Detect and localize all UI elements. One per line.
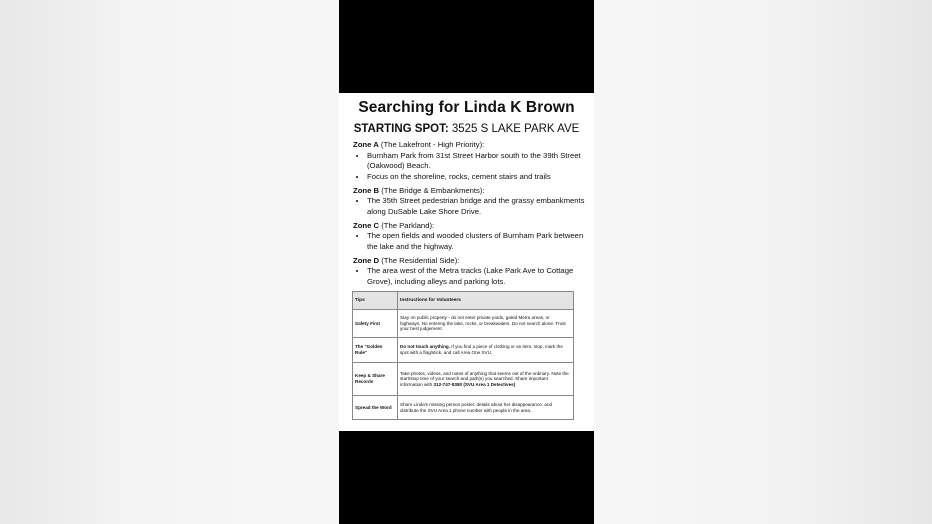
blurred-background-left xyxy=(0,0,339,524)
starting-spot-label: STARTING SPOT: xyxy=(353,123,449,135)
tip-name: Spread the Word xyxy=(353,396,398,420)
table-row xyxy=(353,396,574,420)
zone-name: Zone C xyxy=(353,220,380,230)
column-header: Tips xyxy=(353,292,398,310)
zone-name: Zone B xyxy=(353,185,380,195)
zone-list xyxy=(353,140,585,290)
zone-a xyxy=(353,140,585,182)
table-header-row xyxy=(353,292,574,310)
zone-b xyxy=(353,186,585,218)
zone-bullet: • Burnham Park from 31st Street Harbor south to the 39th Street (Oakwood) Beach. xyxy=(367,151,585,172)
tip-name: Keep & Share Records xyxy=(353,363,398,396)
tip-instructions xyxy=(398,338,574,363)
letterbox-top xyxy=(339,0,594,93)
letterbox-bottom xyxy=(339,431,594,524)
zone-name: Zone D xyxy=(353,255,380,265)
zone-desc: (The Lakefront - High Priority): xyxy=(380,140,485,149)
instruction-bold: Do not touch anything. xyxy=(400,344,451,350)
table-row xyxy=(353,338,574,363)
zone-bullet: • The area west of the Metra tracks (Lake Park Ave to Cottage Grove), including alleys and parking lots. xyxy=(367,266,585,287)
zone-desc: (The Residential Side): xyxy=(381,255,460,265)
table-row xyxy=(353,363,574,396)
zone-desc: (The Bridge & Embankments): xyxy=(381,185,485,195)
volunteer-tips-table xyxy=(352,291,574,420)
instruction-text: Take photos, videos, and notes of anything that seems out of the ordinary. Note the start/stop time of your search and path(s) you searched. Share important information with xyxy=(400,370,569,387)
zone-d xyxy=(353,256,585,288)
tip-name: The "Golden Rule" xyxy=(353,338,398,363)
instruction-text: Share Linda's missing person poster, details about her disappearance, and distribute the SVU Area 1 phone number with people in the area. xyxy=(400,401,553,413)
starting-spot xyxy=(339,123,594,135)
zone-name: Zone A xyxy=(353,140,379,149)
zone-bullet: • Focus on the shoreline, rocks, cement stairs and trails xyxy=(367,172,585,183)
blurred-background-right xyxy=(594,0,932,524)
zone-bullet: • The 35th Street pedestrian bridge and the grassy embankments along DuSable Lake Shore Drive. xyxy=(367,196,585,217)
instruction-text: If you find a piece of clothing or an item, stop, mark the spot with a flag/stick, and call Area One SVU. xyxy=(400,344,563,355)
tip-name: Safety First xyxy=(353,310,398,338)
table-row xyxy=(353,310,574,338)
zone-c xyxy=(353,221,585,253)
column-header: Instructions for Volunteers xyxy=(398,292,574,310)
instruction-bold: 312-747-8380 (SVU Area 1 Detectives) xyxy=(433,381,516,387)
tip-instructions xyxy=(398,363,574,396)
starting-spot-address: 3525 S LAKE PARK AVE xyxy=(451,123,580,135)
tip-instructions xyxy=(398,396,574,420)
search-flyer xyxy=(339,93,594,431)
zone-bullet: • The open fields and wooded clusters of Burnham Park between the lake and the highway. xyxy=(367,231,585,252)
instruction-text: Stay on public property - do not enter private yards, gated Metra areas, or highways. No entering the lake, rocks, or breakwaters. Do not search alone. Trust your best judgement. xyxy=(400,315,566,332)
flyer-title: Searching for Linda K Brown xyxy=(358,99,575,116)
tip-instructions xyxy=(398,310,574,338)
zone-desc: (The Parkland): xyxy=(381,220,435,230)
